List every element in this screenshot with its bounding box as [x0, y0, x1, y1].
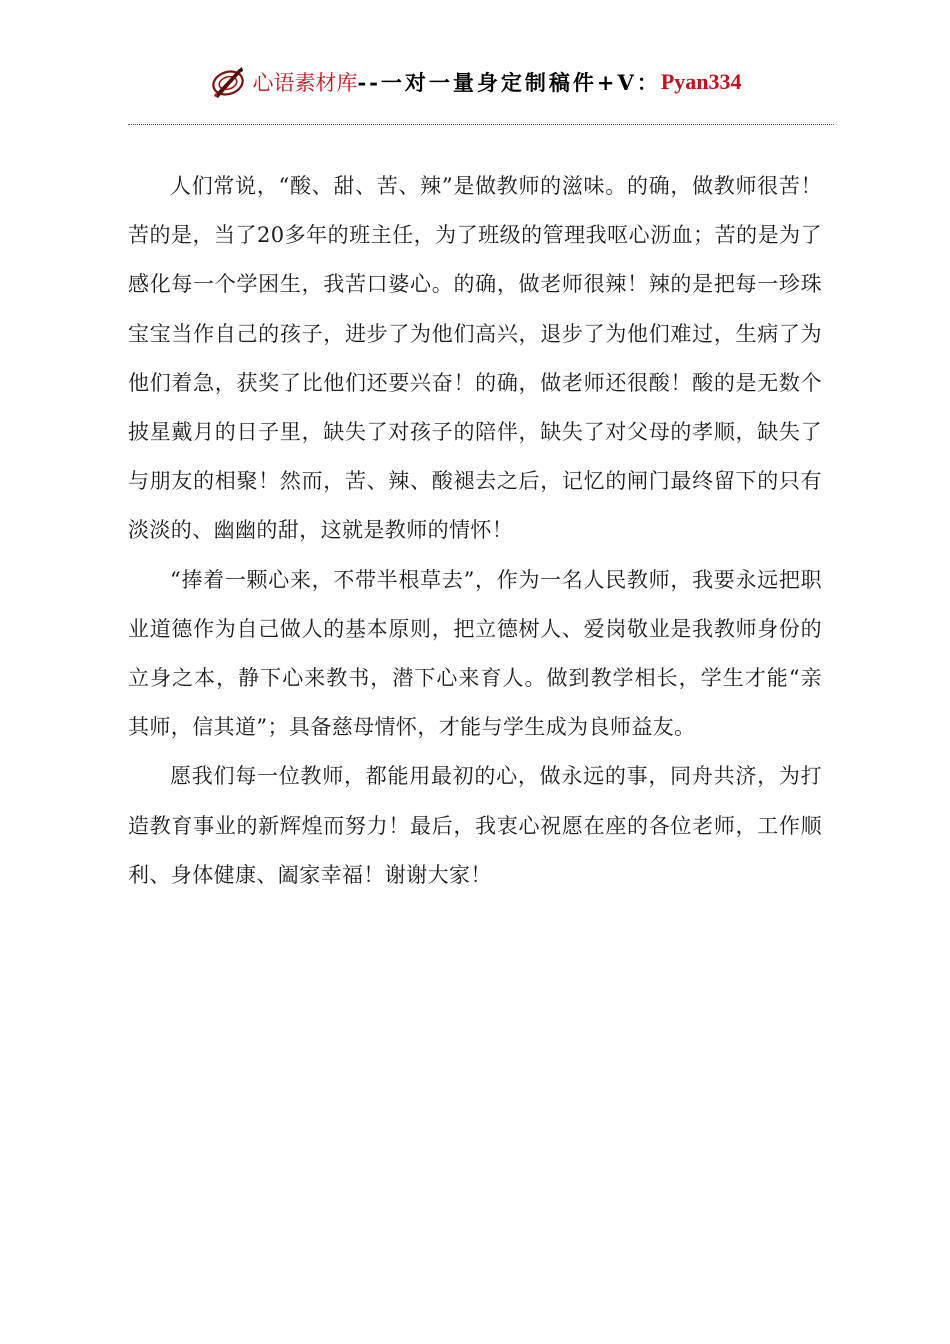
- paragraph-2: “捧着一颗心来，不带半根草去”，作为一名人民教师，我要永远把职业道德作为自己做人的基本原则，把立德树人、爱岗敬业是我教师身份的立身之本，静下心来教书，潜下心来育人。做到教学相长，学生才能“亲其师，信其道”；具备慈母情怀，才能与学生成为良师益友。: [128, 567, 822, 740]
- document-body: [128, 162, 822, 900]
- page-header: [0, 62, 950, 102]
- paragraph-1: 人们常说，“酸、甜、苦、辣”是做教师的滋味。的确，做教师很苦！苦的是，当了20多年的班主任，为了班级的管理我呕心沥血；苦的是为了感化每一个学困生，我苦口婆心。的确，做老师很辣！辣的是把每一珍珠宝宝当作自己的孩子，进步了为他们高兴，退步了为他们难过，生病了为他们着急，获奖了比他们还要兴奋！的确，做老师还很酸！酸的是无数个披星戴月的日子里，缺失了对孩子的陪伴，缺失了对父母的孝顺，缺失了与朋友的相聚！然而，苦、辣、酸褪去之后，记忆的闸门最终留下的只有淡淡的、幽幽的甜，这就是教师的情怀！: [128, 174, 822, 543]
- header-banner: [208, 64, 741, 100]
- header-separator: --: [357, 69, 381, 95]
- brand-name: 心语素材库: [252, 71, 358, 95]
- pen-swirl-logo-icon: [208, 64, 250, 100]
- header-tagline: 一对一量身定制稿件+V：: [380, 70, 661, 95]
- paragraph-3: 愿我们每一位教师，都能用最初的心，做永远的事，同舟共济，为打造教育事业的新辉煌而努力！最后，我衷心祝愿在座的各位老师，工作顺利、身体健康、阖家幸福！谢谢大家！: [128, 764, 822, 887]
- header-divider: [128, 124, 834, 125]
- contact-id: Pyan334: [660, 69, 742, 94]
